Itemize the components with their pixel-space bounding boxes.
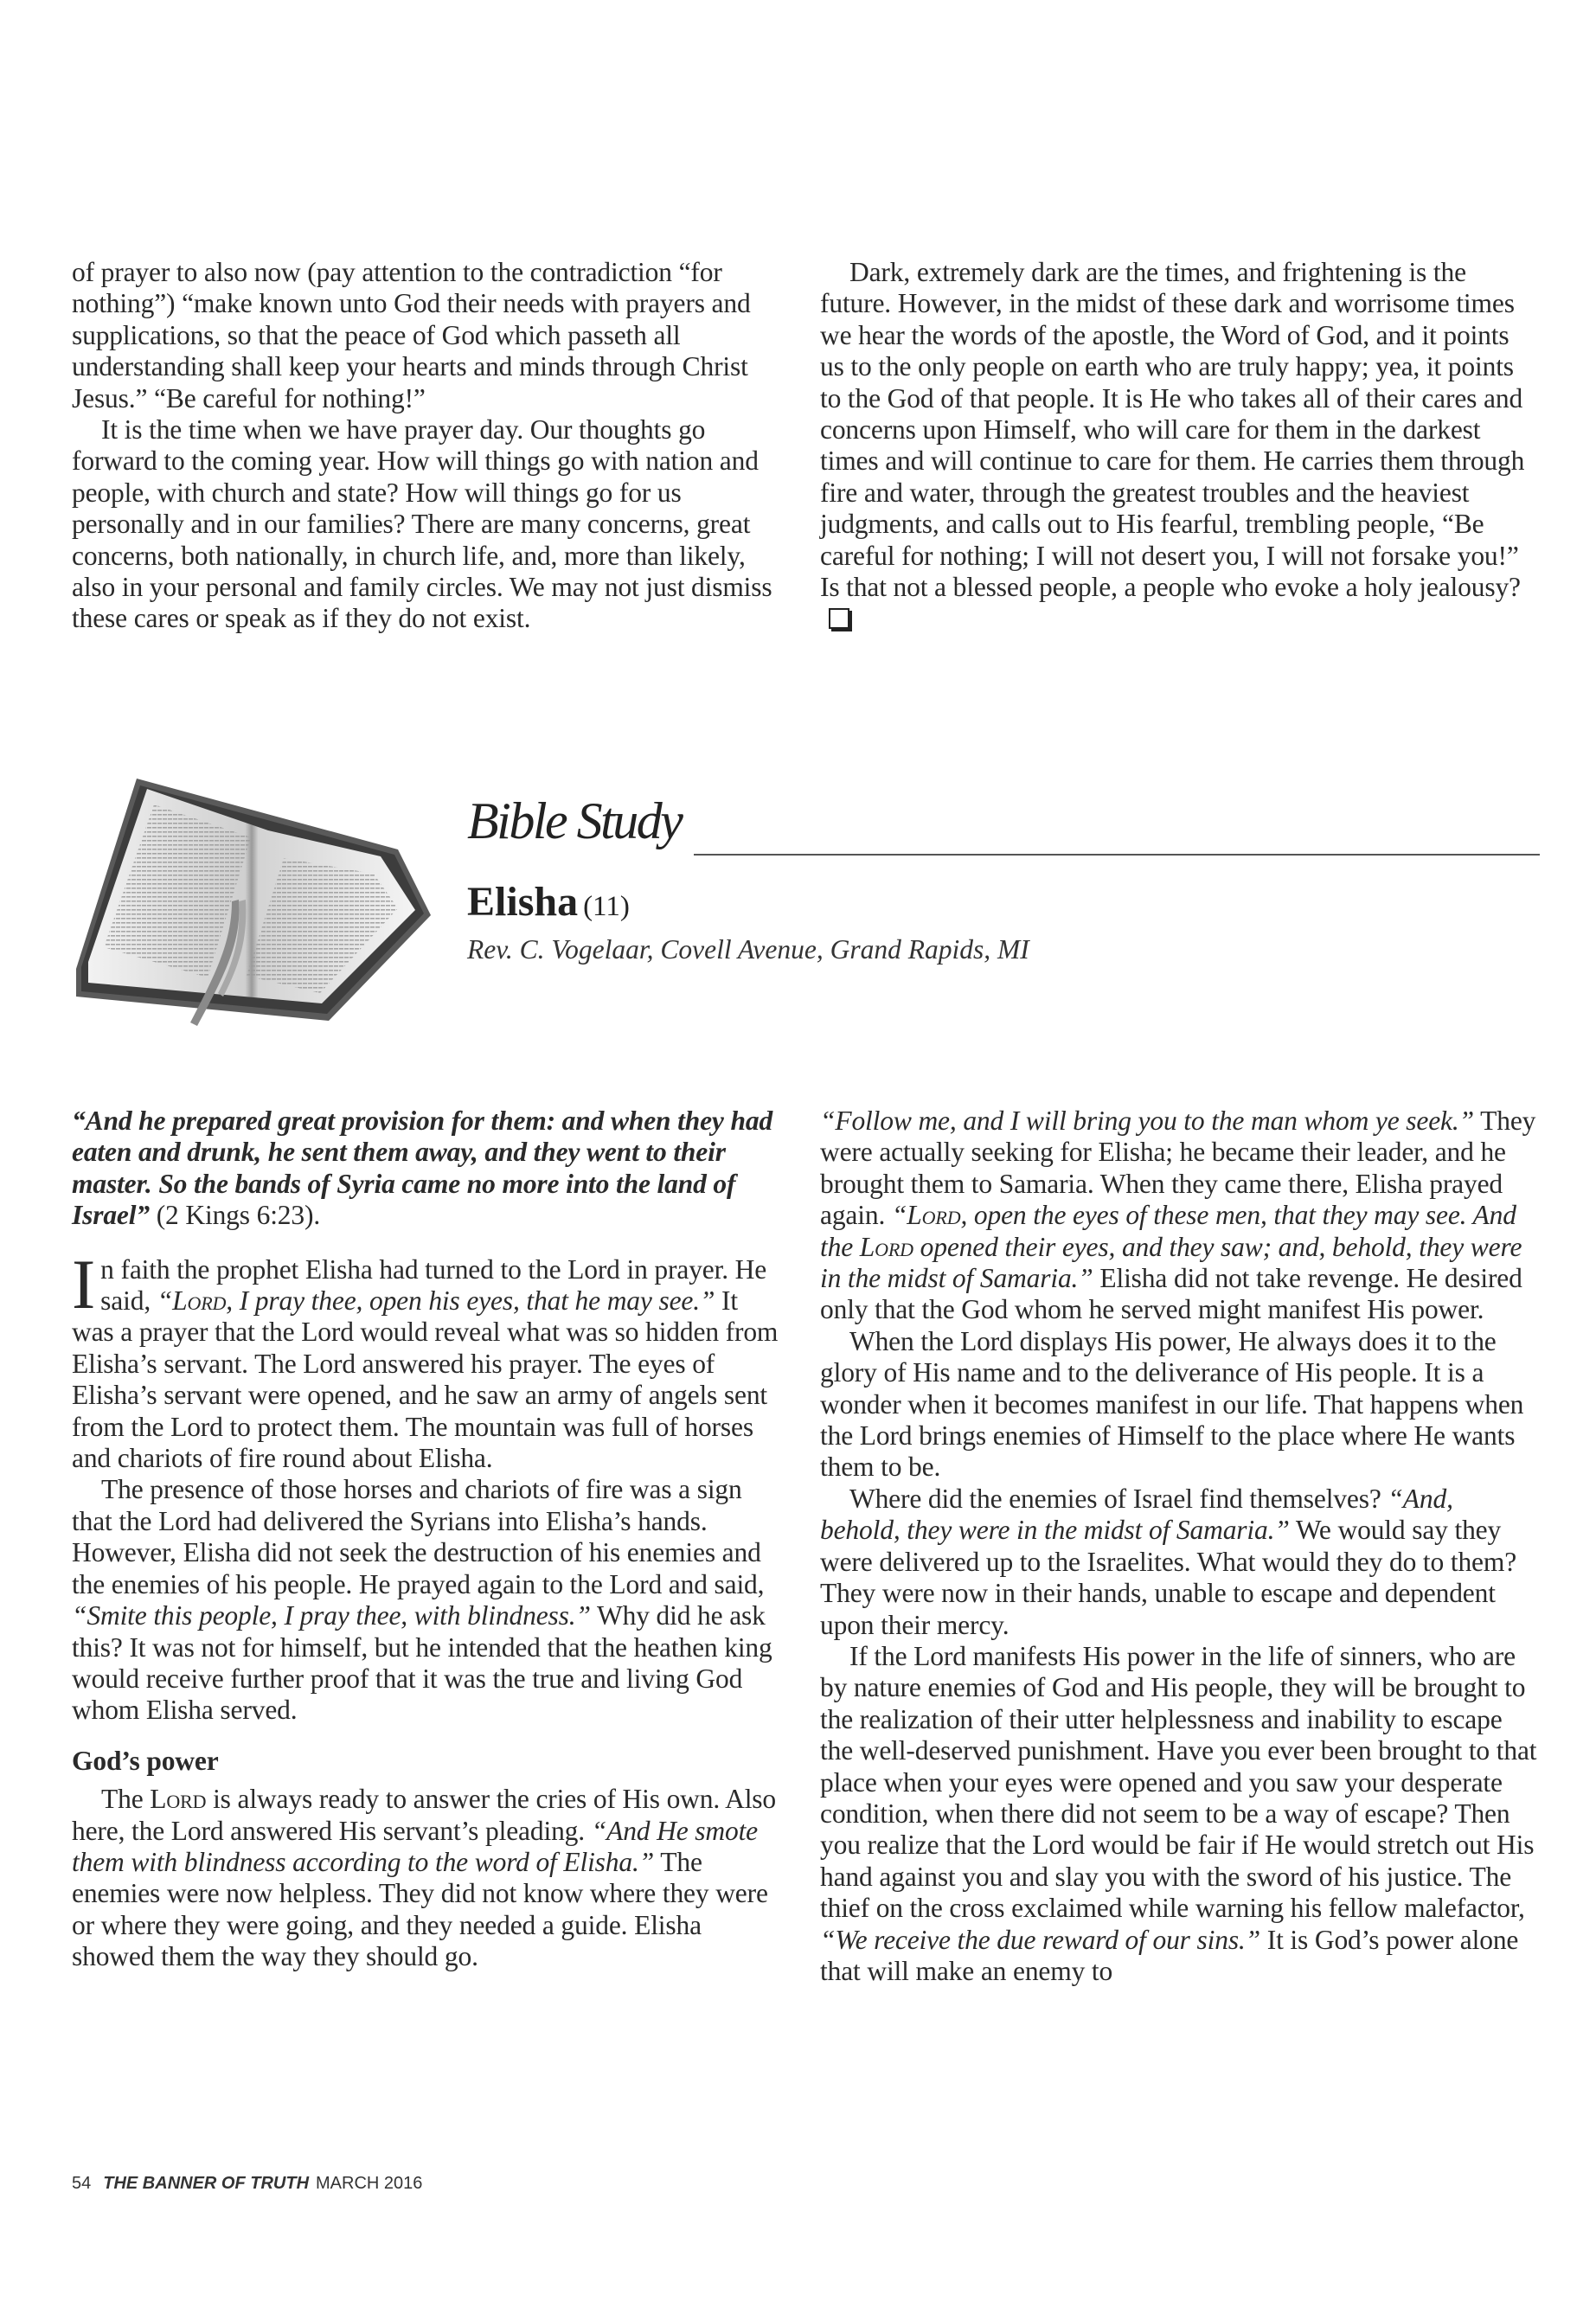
opening-verse bbox=[72, 1106, 783, 1232]
lord-small-caps: Lord bbox=[172, 1285, 227, 1317]
quote: “We receive the due reward of our sins.” bbox=[820, 1924, 1261, 1955]
body-text: If the Lord manifests His power in the life of sinners, who are by nature enemies of God and His people, they will be brought to the realization of their utter helplessness and inability to escape the well-deserved punishment. Have you ever been brought to that place when your eyes were opened and you saw your desperate condition, when there did not seem to be a way of escape? Then you realize that the Lord would be fair if He would stretch out His hand against you and slay you with the sword of his justice. The thief on the cross exclaimed while warning his fellow malefactor, bbox=[820, 1640, 1537, 1924]
body-paragraph: When the Lord displays His power, He always does it to the glory of His name and to the deliverance of His people. It is a wonder when it becomes manifest in our life. That happens when the Lord brings enemies of Himself to the place where He wants them to be. bbox=[820, 1325, 1524, 1483]
body-text: It was a prayer that the Lord would reveal what was so hidden from Elisha’s servant. The Lord answered his prayer. The eyes of Elisha’s servant were opened, and he saw an army of angels sent from the Lord to protect them. The mountain was full of horses and chariots of fire round about Elisha. bbox=[72, 1285, 779, 1474]
lord-small-caps: Lord bbox=[907, 1200, 961, 1231]
article-right-column bbox=[820, 1106, 1538, 1987]
quote-text: , open the eyes of these men, that they may see. And the bbox=[820, 1200, 1516, 1262]
body-text: is always ready to answer the cries of His own. Also here, the Lord answered His servant’s pleading. bbox=[72, 1784, 777, 1846]
quote-mark: “ bbox=[157, 1285, 173, 1317]
open-bible-icon bbox=[69, 770, 441, 1029]
quote: “Smite this people, I pray thee, with blindness.” bbox=[72, 1600, 591, 1631]
publication-name: THE BANNER OF TRUTH bbox=[103, 2174, 310, 2193]
body-paragraph bbox=[72, 1784, 783, 1972]
drop-cap: I bbox=[72, 1244, 96, 1324]
article-title-text: Elisha bbox=[467, 879, 579, 925]
body-text: The bbox=[101, 1784, 151, 1815]
body-text: The enemies were now helpless. They did not know where they were or where they were going, and they needed a guide. Elisha showed them the way they should go. bbox=[72, 1846, 768, 1972]
article-title bbox=[467, 878, 630, 926]
prev-article-final-text: Dark, extremely dark are the times, and frightening is the future. However, in the midst of these dark and worrisome times we hear the words of the apostle, the Word of God, and it points us to the only people on earth who are truly happy; yea, it points to the God of that people. It is He who takes all of their cares and concerns upon Himself, who will care for them in the darkest times and will continue to care for them. He carries them through fire and water, through the greatest troubles and the heaviest judgments, and calls out to His fearful, trembling people, “Be careful for nothing; I will not desert you, I will not forsake you!” Is that not a blessed people, a people who evoke a holy jealousy? bbox=[820, 257, 1525, 603]
verse-reference: (2 Kings 6:23). bbox=[156, 1200, 321, 1231]
page-footer bbox=[72, 2174, 422, 2194]
byline: Rev. C. Vogelaar, Covell Avenue, Grand Rapids, MI bbox=[467, 934, 1029, 965]
quote bbox=[157, 1285, 715, 1316]
prev-article-right-column bbox=[820, 257, 1538, 635]
body-paragraph bbox=[820, 1641, 1538, 1987]
body-paragraph bbox=[820, 1484, 1538, 1641]
quote: “And, behold, they were in the midst of Samaria.” bbox=[820, 1483, 1453, 1546]
body-text: Where did the enemies of Israel find themselves? bbox=[849, 1483, 1388, 1514]
quote: “Follow me, and I will bring you to the man whom ye seek.” bbox=[820, 1106, 1474, 1136]
article-left-column bbox=[72, 1106, 783, 1973]
section-title: Bible Study bbox=[467, 792, 682, 849]
prev-article-paragraph: of prayer to also now (pay attention to the contradiction “for nothing”) “make known unto God their needs with prayers and supplications, so that the peace of God which passeth all understanding shall keep your hearts and minds through Christ Jesus.” “Be careful for nothing!” bbox=[72, 257, 751, 413]
article-part-number: (11) bbox=[583, 891, 630, 922]
body-text: Why did he ask this? It was not for himself, but he intended that the heathen king would receive further proof that it was the true and living God whom Elisha served. bbox=[72, 1600, 772, 1726]
page-number: 54 bbox=[72, 2174, 92, 2193]
body-text: n faith the prophet Elisha had turned to the Lord in prayer. He said, bbox=[100, 1253, 767, 1317]
quote-text: , I pray thee, open his eyes, that he may see.” bbox=[226, 1285, 715, 1317]
body-text: The presence of those horses and chariots of fire was a sign that the Lord had delivered the Syrians into Elisha’s hands. However, Elisha did not seek the destruction of his enemies and the enemies of his people. He prayed again to the Lord and said, bbox=[72, 1474, 765, 1599]
body-text: Elisha did not take revenge. He desired only that the God whom he served might manifest His power. bbox=[820, 1263, 1522, 1325]
prev-article-paragraph: It is the time when we have prayer day. Our thoughts go forward to the coming year. How will things go with nation and people, with church and state? How will things go for us personally and in our families? There are many concerns, great concerns, both nationally, in church life, and, more than likely, also in your personal and family circles. We may not just dismiss these cares or speak as if they do not exist. bbox=[72, 414, 772, 634]
issue-date: MARCH 2016 bbox=[316, 2174, 423, 2193]
verse-text: “And he prepared great provision for them: and when they had eaten and drunk, he sent them away, and they went to their master. So the bands of Syria came no more into the land of Israel” bbox=[72, 1106, 773, 1231]
quote-mark: “ bbox=[891, 1200, 907, 1231]
body-text: It is God’s power alone that will make an enemy to bbox=[820, 1924, 1519, 1986]
title-rule bbox=[694, 854, 1540, 856]
body-paragraph bbox=[72, 1244, 783, 1475]
quote-text: opened their eyes, and they saw; and, behold, they were in the midst of Samaria.” bbox=[820, 1231, 1522, 1294]
body-paragraph bbox=[72, 1474, 783, 1726]
body-text: We would say they were delivered up to the Israelites. What would they do to them? They were now in their hands, unable to escape and dependent upon their mercy. bbox=[820, 1515, 1517, 1640]
quote: “And He smote them with blindness according to the word of Elisha.” bbox=[72, 1815, 759, 1877]
article-header bbox=[467, 792, 1540, 965]
lord-small-caps: Lord bbox=[859, 1231, 913, 1262]
lord-small-caps: Lord bbox=[150, 1784, 207, 1815]
prev-article-left-column bbox=[72, 257, 783, 635]
subheading: God’s power bbox=[72, 1745, 219, 1776]
body-text: They were actually seeking for Elisha; he became their leader, and he brought them to Samaria. When they came there, Elisha prayed again. bbox=[820, 1106, 1536, 1231]
end-of-article-box-icon bbox=[829, 608, 849, 629]
body-paragraph bbox=[820, 1106, 1538, 1326]
prev-article-paragraph bbox=[820, 257, 1538, 635]
